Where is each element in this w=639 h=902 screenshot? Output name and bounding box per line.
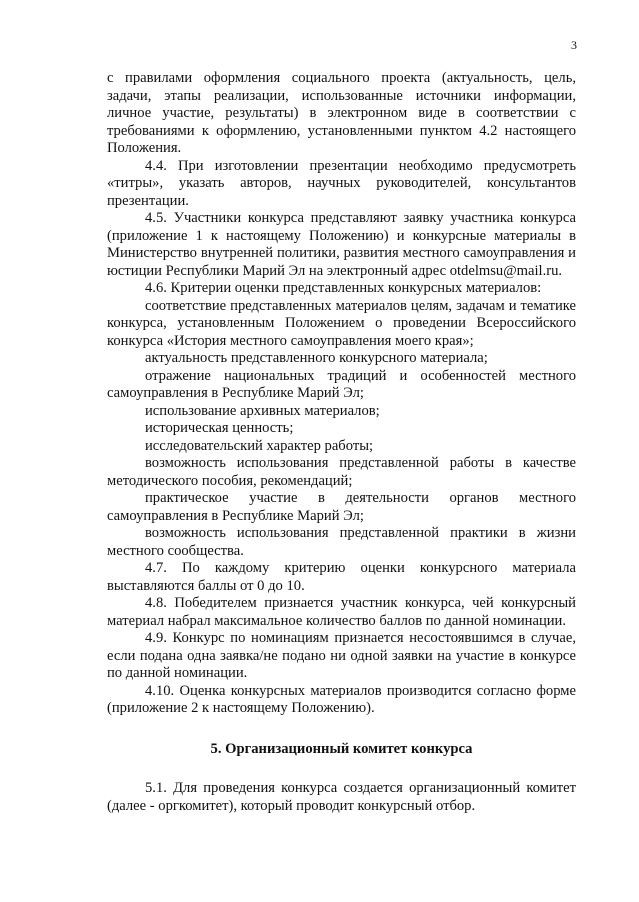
paragraph-4-10: 4.10. Оценка конкурсных материалов производится согласно форме (приложение 2 к настоящему Положению). — [107, 682, 576, 716]
paragraph-4-8: 4.8. Победителем признается участник конкурса, чей конкурсный материал набрал максимальное количество баллов по данной номинации. — [107, 595, 576, 629]
document-body — [107, 70, 576, 815]
criterion-item: возможность использования представленной практики в жизни местного сообщества. — [107, 525, 576, 559]
paragraph-continuation: с правилами оформления социального проекта (актуальность, цель, задачи, этапы реализации, использованные источники информации, личное участие, результаты) в электронном виде в соответствии с требованиями к оформлению, установленными пунктом 4.2 настоящего Положения. — [107, 70, 576, 156]
paragraph-4-9: 4.9. Конкурс по номинациям признается несостоявшимся в случае, если подана одна заявка/не подано ни одной заявки на участие в конкурсе по данной номинации. — [107, 630, 576, 681]
criterion-item: соответствие представленных материалов целям, задачам и тематике конкурса, установленным Положением о проведении Всероссийского конкурса «История местного самоуправления моего края»; — [107, 297, 576, 349]
criterion-item: историческая ценность; — [145, 420, 294, 436]
criterion-item: актуальность представленного конкурсного материала; — [145, 350, 488, 366]
criterion-item: возможность использования представленной работы в качестве методического пособия, рекомендаций; — [107, 455, 576, 489]
paragraph-4-6: 4.6. Критерии оценки представленных конкурсных материалов: — [145, 280, 542, 296]
criterion-item: практическое участие в деятельности органов местного самоуправления в Республике Марий Эл; — [107, 490, 576, 524]
paragraph-4-5: 4.5. Участники конкурса представляют заявку участника конкурса (приложение 1 к настоящему Положению) и конкурсные материалы в Министерство внутренней политики, развития местного самоуправления и юстиции Республики Марий Эл на электронный адрес otdelmsu@mail.ru. — [107, 210, 576, 279]
paragraph-4-4: 4.4. При изготовлении презентации необходимо предусмотреть «титры», указать авторов, научных руководителей, консультантов презентации. — [107, 157, 576, 209]
criterion-item: отражение национальных традиций и особенностей местного самоуправления в Республике Марий Эл; — [107, 367, 576, 401]
paragraph-4-7: 4.7. По каждому критерию оценки конкурсного материала выставляются баллы от 0 до 10. — [107, 560, 576, 594]
paragraph-5-1: 5.1. Для проведения конкурса создается организационный комитет (далее - оргкомитет), который проводит конкурсный отбор. — [107, 780, 576, 814]
criterion-item: использование архивных материалов; — [145, 402, 380, 419]
section-heading: 5. Организационный комитет конкурса — [210, 740, 473, 757]
criterion-item: исследовательский характер работы; — [145, 437, 374, 454]
page-number: 3 — [571, 38, 577, 52]
